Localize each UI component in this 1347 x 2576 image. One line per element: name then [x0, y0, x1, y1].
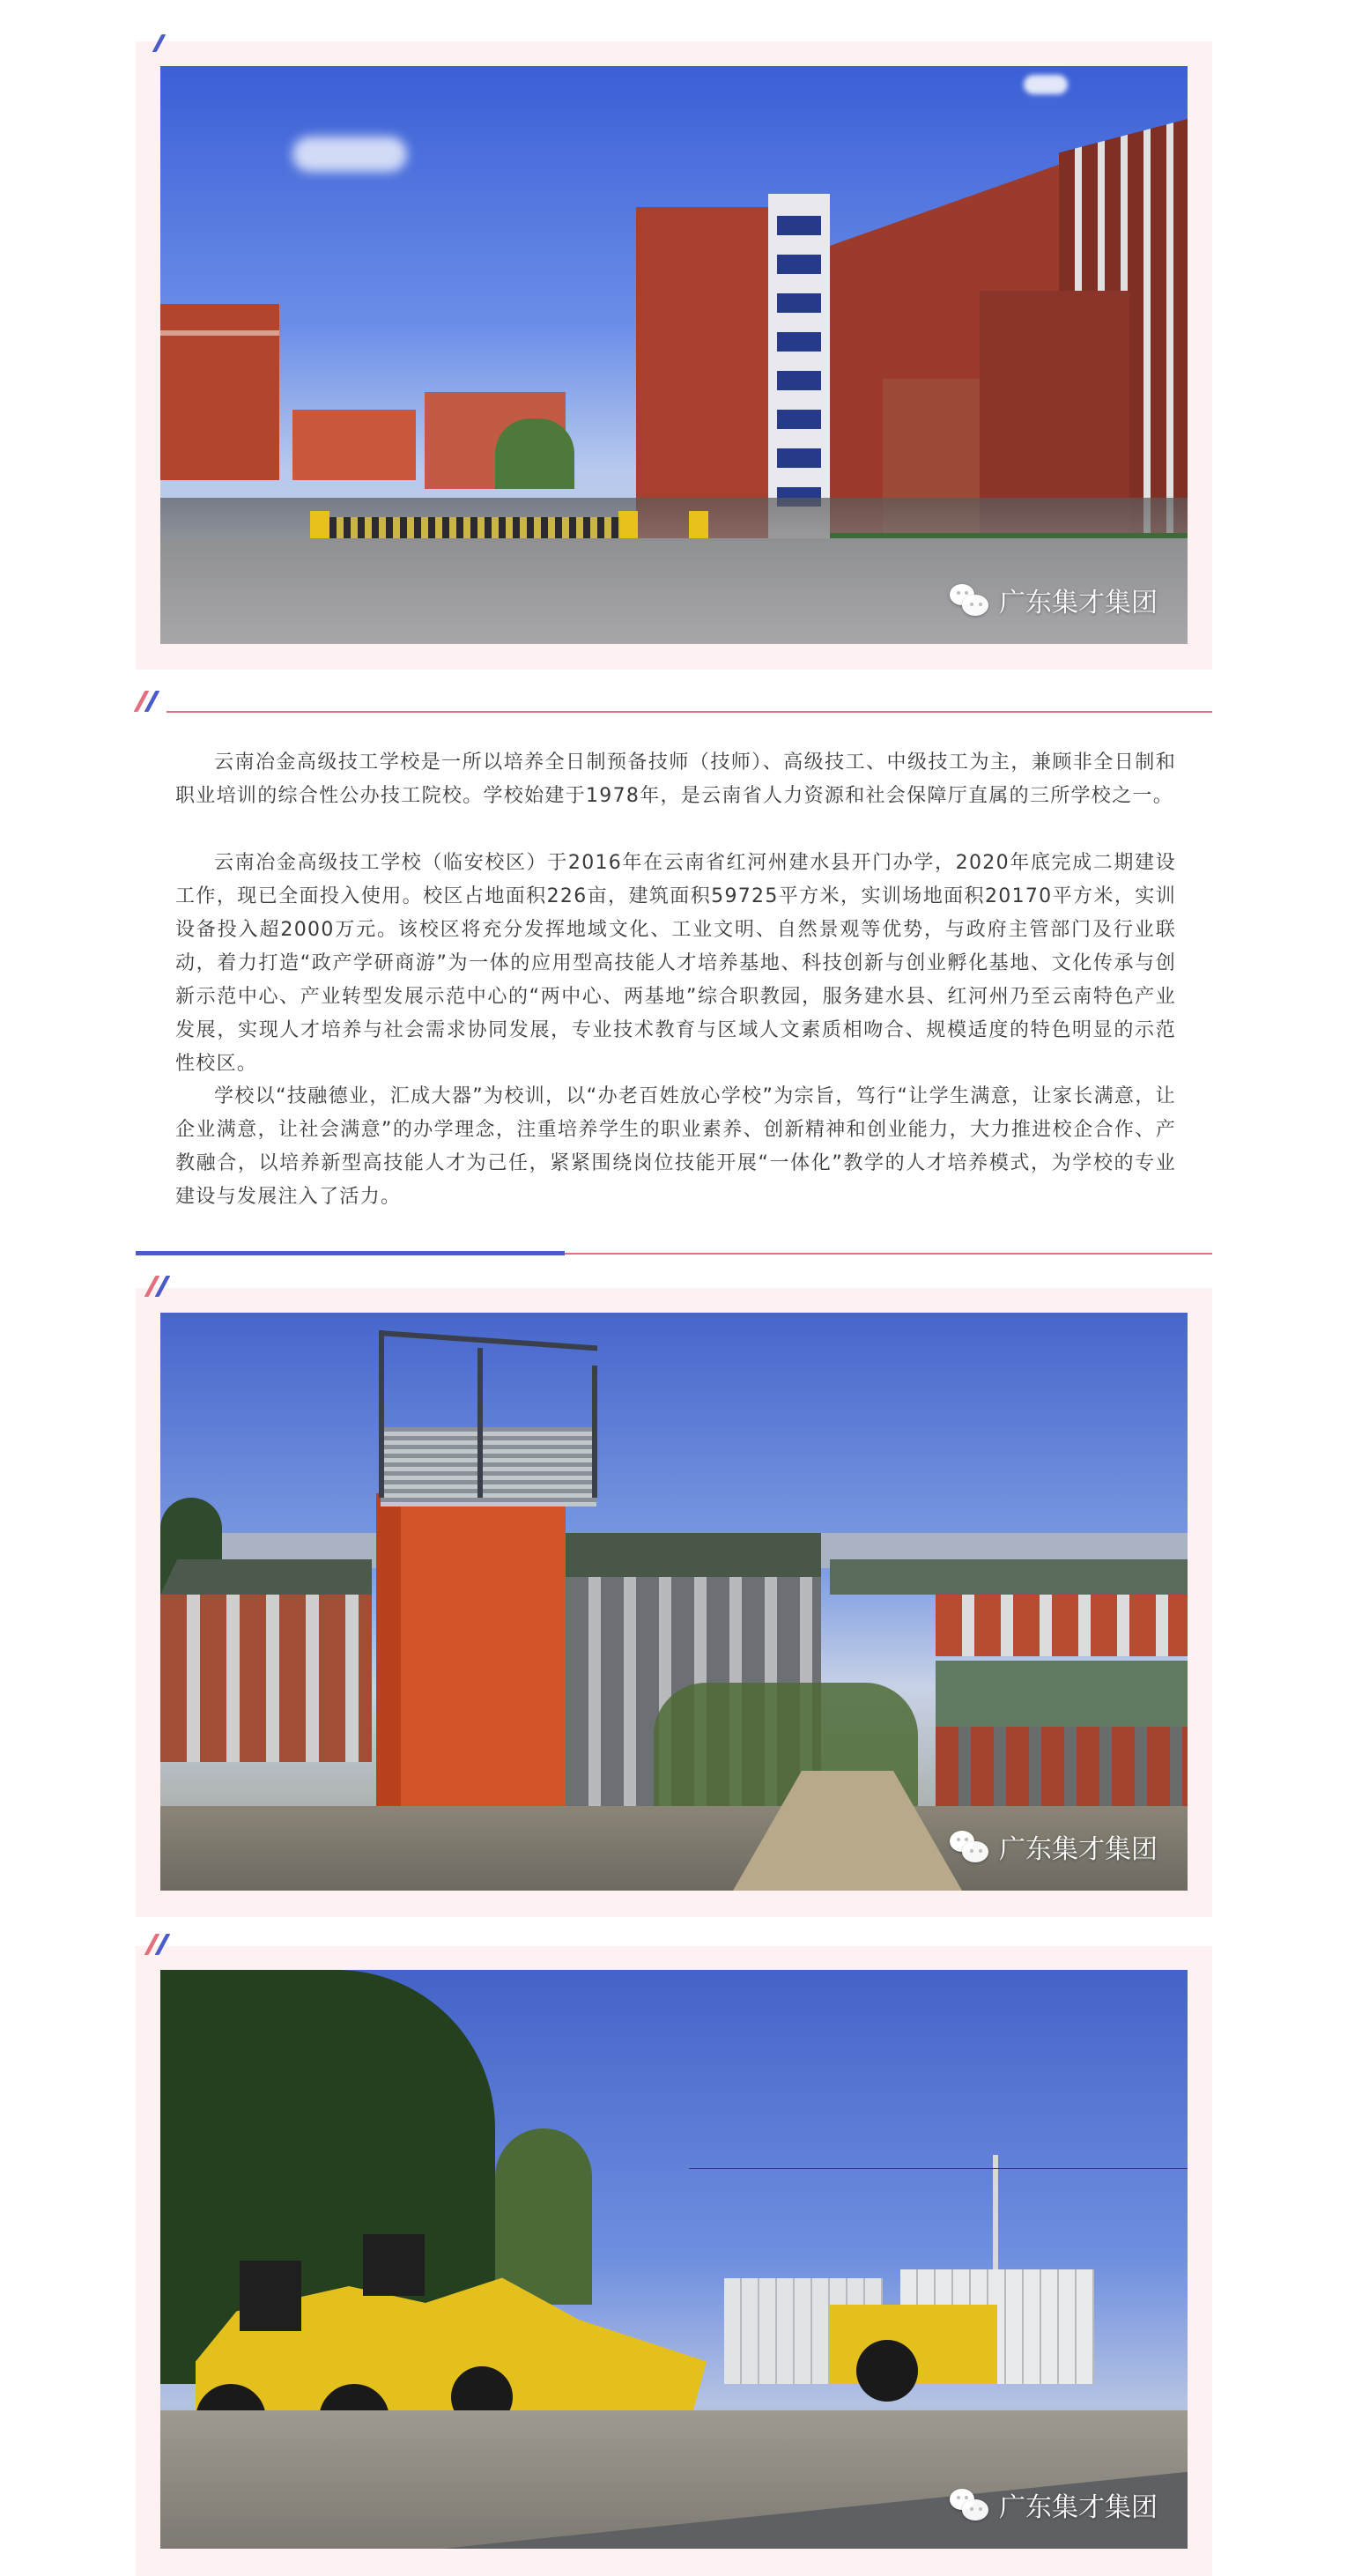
watermark [950, 581, 1158, 619]
divider-line [167, 711, 1212, 713]
photo-frame-machinery [136, 1946, 1212, 2576]
intro-paragraph: 云南冶金高级技工学校是一所以培养全日制预备技师（技师）、高级技工、中级技工为主，兼顾非全日制和职业培训的综合性公办技工院校。学校始建于1978年，是云南省人力资源和社会保障厅直属的三所学校之一。 [175, 751, 1176, 807]
watermark-text: 广东集才集团 [999, 1834, 1158, 1865]
divider-bar-blue [136, 1251, 565, 1255]
school-introduction [136, 691, 1212, 1255]
campus-buildings-photo [160, 1313, 1188, 1891]
wechat-icon [950, 1829, 990, 1864]
wechat-icon [950, 2487, 990, 2522]
photo-frame-campus-buildings [136, 1288, 1212, 1917]
watermark [950, 1827, 1158, 1866]
photo-frame-campus-gate [136, 41, 1212, 670]
wechat-icon [950, 582, 990, 618]
intro-paragraph: 学校以“技融德业，汇成大器”为校训，以“办老百姓放心学校”为宗旨，笃行“让学生满意，让家长满意，让企业满意，让社会满意”的办学理念，注重培养学生的职业素养、创新精神和创业能力，大力推进校企合作、产教融合，以培养新型高技能人才为己任，紧紧围绕岗位技能开展“一体化”教学的人才培养模式，为学校的专业建设与发展注入了活力。 [175, 1085, 1176, 1208]
watermark-text: 广东集才集团 [999, 2492, 1158, 2523]
intro-paragraph: 云南冶金高级技工学校（临安校区）于2016年在云南省红河州建水县开门办学，2020年底完成二期建设工作，现已全面投入使用。校区占地面积226亩，建筑面积59725平方米，实训场地面积20170平方米，实训设备投入超2000万元。该校区将充分发挥地域文化、工业文明、自然景观等优势，与政府主管部门及行业联动，着力打造“政产学研商游”为一体的应用型高技能人才培养基地、科技创新与创业孵化基地、文化传承与创新示范中心、产业转型发展示范中心的“两中心、两基地”综合职教园，服务建水县、红河州乃至云南特色产业发展，实现人才培养与社会需求协同发展，专业技术教育与区域人文素质相吻合、规模适度的特色明显的示范性校区。 [175, 852, 1176, 1075]
campus-gate-photo [160, 66, 1188, 644]
watermark-text: 广东集才集团 [999, 588, 1158, 618]
machinery-photo [160, 1970, 1188, 2549]
watermark [950, 2485, 1158, 2524]
divider-bar-red [565, 1253, 1212, 1255]
